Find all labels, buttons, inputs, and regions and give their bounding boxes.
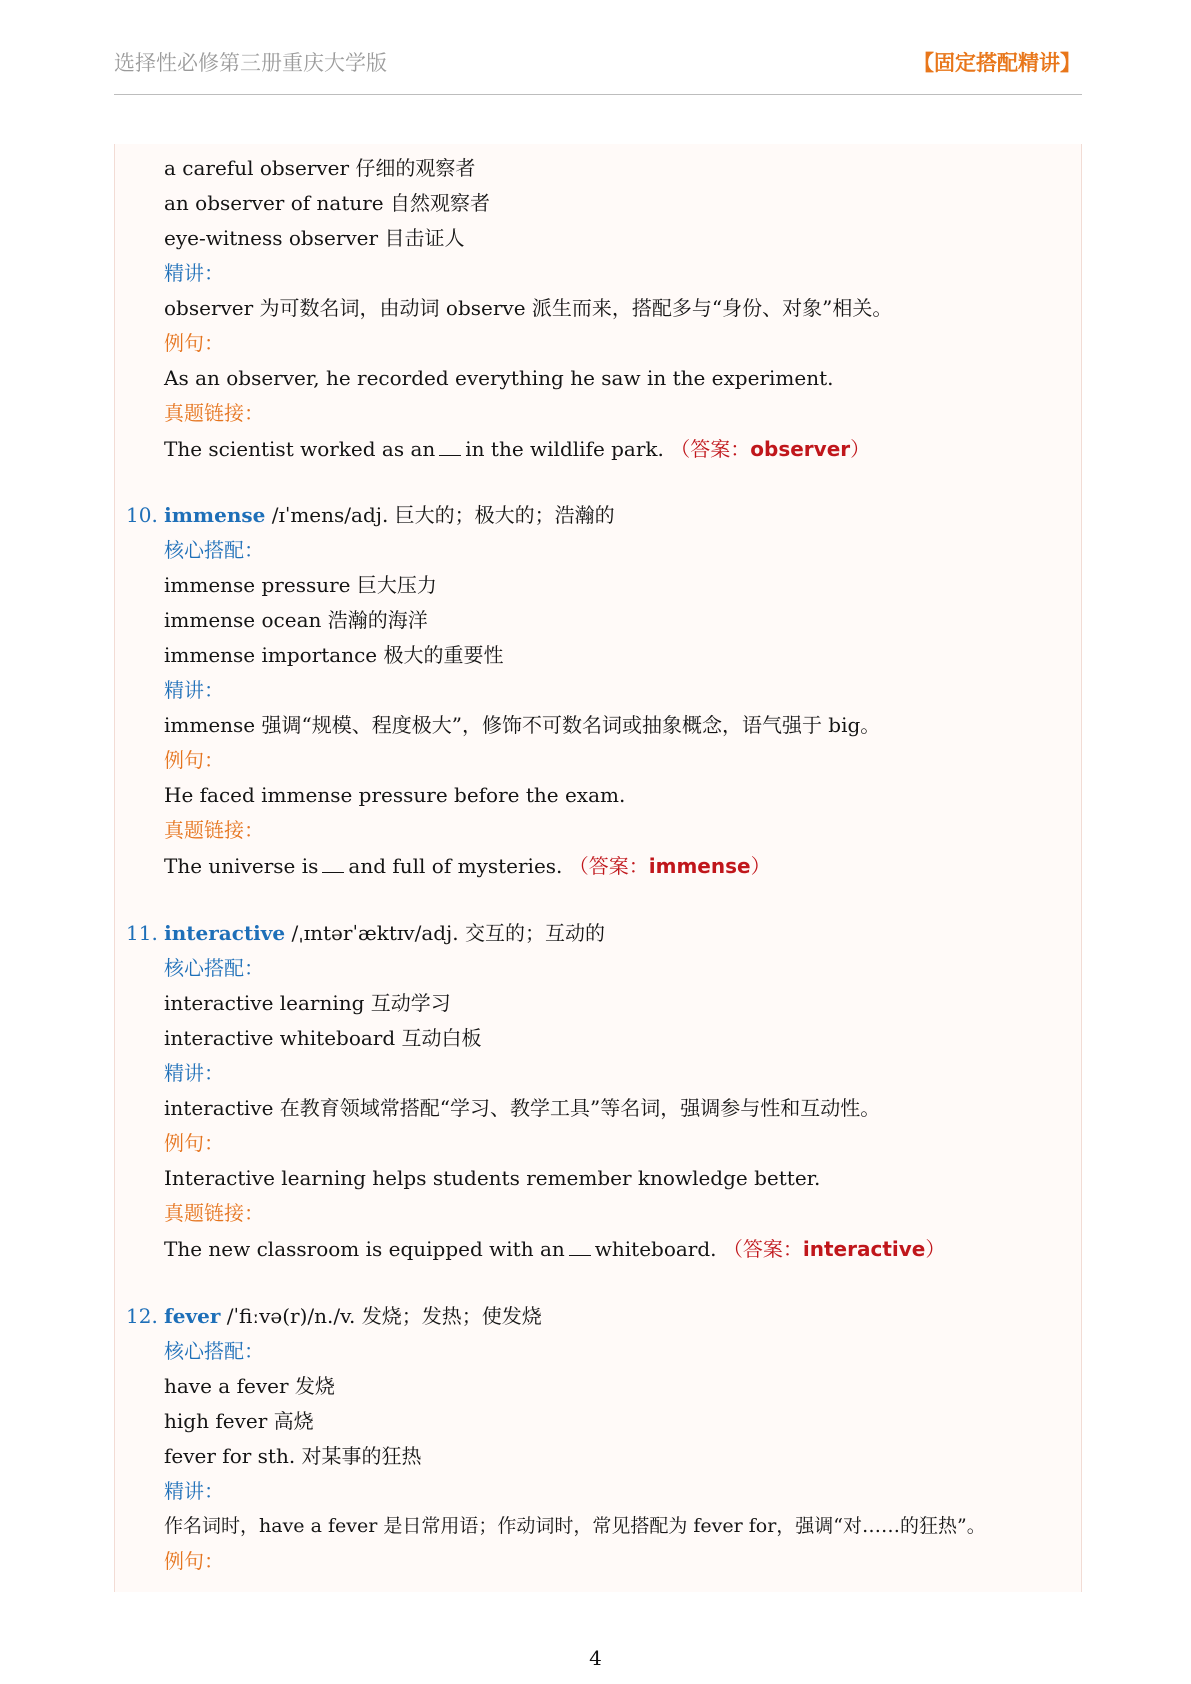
exam-text-before: The new classroom is equipped with an <box>164 1237 565 1261</box>
entry-number: 10. <box>126 503 158 527</box>
example-sentence: He faced immense pressure before the exam. <box>164 783 626 807</box>
exam-label: 真题链接： <box>164 401 264 425</box>
exam-question <box>164 435 870 463</box>
example-sentence: Interactive learning helps students remember knowledge better. <box>164 1166 821 1190</box>
answer-blank <box>322 856 344 873</box>
explain-label: 精讲： <box>164 261 224 285</box>
explanation-text: observer 为可数名词，由动词 observe 派生而来，搭配多与“身份、对象”相关。 <box>164 296 893 320</box>
collocation-item: interactive learning 互动学习 <box>164 991 451 1015</box>
document-title: 选择性必修第三册重庆大学版 <box>114 51 387 75</box>
exam-text-after: and full of mysteries. <box>348 854 563 878</box>
exam-text-before: The scientist worked as an <box>164 437 436 461</box>
collocation-item: have a fever 发烧 <box>164 1374 335 1398</box>
answer-blank <box>569 1239 591 1256</box>
page-number: 4 <box>589 1646 602 1670</box>
example-sentence: As an observer, he recorded everything he saw in the experiment. <box>164 366 834 390</box>
answer: （答案：immense） <box>568 854 771 878</box>
collocation-item: immense ocean 浩瀚的海洋 <box>164 608 428 632</box>
collocation-item: fever for sth. 对某事的狂热 <box>164 1444 422 1468</box>
entry-word: interactive <box>164 921 286 945</box>
collocation-item: immense pressure 巨大压力 <box>164 573 437 597</box>
answer: （答案：observer） <box>670 437 871 461</box>
core-label: 核心搭配： <box>164 538 264 562</box>
explain-label: 精讲： <box>164 1061 224 1085</box>
example-label: 例句： <box>164 1131 224 1155</box>
explanation-text: immense 强调“规模、程度极大”，修饰不可数名词或抽象概念，语气强于 big。 <box>164 713 881 737</box>
collocation-item: a careful observer 仔细的观察者 <box>164 156 476 180</box>
collocation-item: high fever 高烧 <box>164 1409 314 1433</box>
entry-heading <box>126 1302 542 1330</box>
exam-question <box>164 1235 945 1263</box>
entry-number: 11. <box>126 921 158 945</box>
explain-label: 精讲： <box>164 678 224 702</box>
collocation-item: interactive whiteboard 互动白板 <box>164 1026 482 1050</box>
explanation-text: interactive 在教育领域常搭配“学习、教学工具”等名词，强调参与性和互动性。 <box>164 1096 881 1120</box>
example-label: 例句： <box>164 748 224 772</box>
exam-text-after: in the wildlife park. <box>465 437 664 461</box>
entry-number: 12. <box>126 1304 158 1328</box>
entry-definition: /ɪˈmens/adj. 巨大的；极大的；浩瀚的 <box>271 503 615 527</box>
entry-definition: /ˈfiːvə(r)/n./v. 发烧；发热；使发烧 <box>226 1304 542 1328</box>
example-label: 例句： <box>164 331 224 355</box>
entry-word: immense <box>164 503 266 527</box>
exam-text-after: whiteboard. <box>594 1237 717 1261</box>
answer: （答案：interactive） <box>722 1237 946 1261</box>
collocation-item: eye-witness observer 目击证人 <box>164 226 465 250</box>
section-title: 【固定搭配精讲】 <box>913 51 1081 75</box>
exam-label: 真题链接： <box>164 818 264 842</box>
entry-definition: /ˌɪntərˈæktɪv/adj. 交互的；互动的 <box>291 921 605 945</box>
explanation-text: 作名词时，have a fever 是日常用语；作动词时，常见搭配为 fever for，强调“对……的狂热”。 <box>164 1515 986 1537</box>
exam-question <box>164 852 771 880</box>
entry-heading <box>126 919 605 947</box>
collocation-item: an observer of nature 自然观察者 <box>164 191 490 215</box>
explain-label: 精讲： <box>164 1479 224 1503</box>
entry-heading <box>126 501 615 529</box>
header-divider <box>114 94 1082 95</box>
core-label: 核心搭配： <box>164 956 264 980</box>
exam-label: 真题链接： <box>164 1201 264 1225</box>
collocation-item: immense importance 极大的重要性 <box>164 643 504 667</box>
exam-text-before: The universe is <box>164 854 319 878</box>
example-label: 例句： <box>164 1549 224 1573</box>
entry-word: fever <box>164 1304 221 1328</box>
core-label: 核心搭配： <box>164 1339 264 1363</box>
answer-blank <box>439 439 461 456</box>
